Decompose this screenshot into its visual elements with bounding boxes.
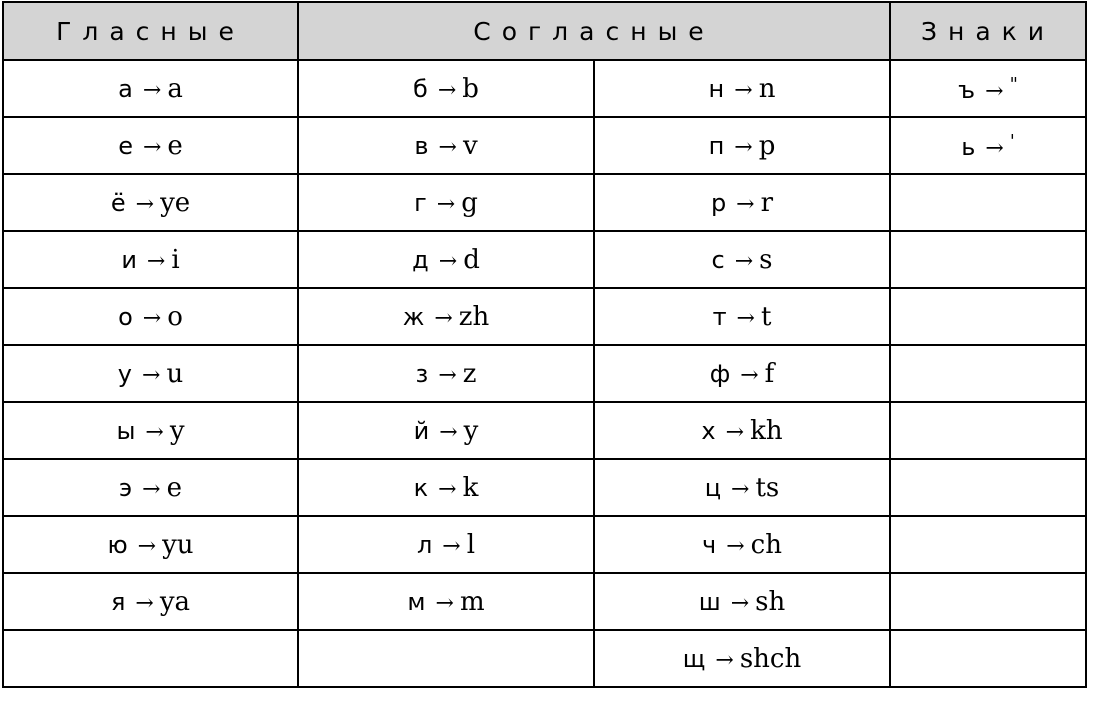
arrow-icon: →: [438, 134, 457, 160]
latin-transliteration: zh: [458, 301, 490, 332]
cyrillic-letter: о: [118, 302, 133, 331]
arrow-icon: →: [434, 305, 453, 331]
arrow-icon: →: [437, 77, 457, 103]
arrow-icon: →: [142, 476, 161, 502]
table-row: [3, 516, 1086, 573]
latin-transliteration: s: [759, 244, 773, 275]
consonant-cell: [594, 117, 890, 174]
arrow-icon: →: [142, 305, 162, 331]
arrow-icon: →: [442, 533, 461, 559]
sign-cell: [890, 573, 1086, 630]
table-row: [3, 288, 1086, 345]
latin-transliteration: n: [758, 73, 776, 104]
latin-transliteration: yu: [162, 529, 194, 560]
cyrillic-letter: ъ: [958, 75, 976, 104]
cyrillic-letter: ц: [704, 473, 722, 502]
cyrillic-letter: ч: [702, 530, 717, 559]
latin-transliteration: t: [760, 301, 772, 332]
table-row: [3, 573, 1086, 630]
latin-transliteration: b: [462, 73, 479, 104]
arrow-icon: →: [435, 590, 454, 616]
latin-transliteration: ': [1009, 130, 1015, 152]
latin-transliteration: v: [462, 130, 478, 161]
arrow-icon: →: [142, 77, 162, 103]
table-row: [3, 630, 1086, 687]
arrow-icon: →: [725, 419, 745, 445]
arrow-icon: →: [731, 476, 750, 502]
cyrillic-letter: й: [413, 416, 430, 445]
table-row: [3, 459, 1086, 516]
latin-transliteration: ": [1009, 73, 1018, 95]
consonant-cell: [298, 231, 594, 288]
cyrillic-letter: и: [121, 245, 137, 274]
sign-cell: [890, 174, 1086, 231]
cyrillic-letter: э: [119, 473, 133, 502]
cyrillic-letter: т: [712, 302, 727, 331]
sign-cell: [890, 288, 1086, 345]
cyrillic-letter: ь: [961, 132, 976, 161]
cyrillic-letter: л: [416, 530, 433, 559]
vowel-cell: [3, 459, 298, 516]
latin-transliteration: a: [167, 73, 183, 104]
latin-transliteration: f: [764, 358, 775, 389]
header-signs: Знаки: [890, 2, 1086, 60]
consonant-cell: [298, 117, 594, 174]
consonant-cell: [594, 174, 890, 231]
cyrillic-letter: н: [708, 74, 725, 103]
sign-cell: [890, 117, 1086, 174]
vowel-cell: [3, 573, 298, 630]
consonant-cell: [298, 402, 594, 459]
latin-transliteration: z: [462, 358, 477, 389]
cyrillic-letter: в: [414, 131, 429, 160]
table-row: [3, 60, 1086, 117]
cyrillic-letter: р: [710, 188, 727, 217]
latin-transliteration: y: [169, 415, 185, 446]
sign-cell: [890, 60, 1086, 117]
consonant-cell: [594, 516, 890, 573]
latin-transliteration: o: [167, 301, 183, 332]
consonant-cell: [594, 459, 890, 516]
header-consonants: Согласные: [298, 2, 890, 60]
latin-transliteration: ch: [750, 529, 782, 560]
table-row: [3, 117, 1086, 174]
arrow-icon: →: [736, 305, 755, 331]
cyrillic-letter: ы: [116, 416, 136, 445]
arrow-icon: →: [438, 476, 457, 502]
vowel-cell: [3, 117, 298, 174]
arrow-icon: →: [137, 533, 157, 559]
arrow-icon: →: [436, 191, 456, 217]
latin-transliteration: i: [171, 244, 180, 275]
arrow-icon: →: [734, 134, 753, 160]
arrow-icon: →: [734, 248, 754, 274]
cyrillic-letter: х: [701, 416, 716, 445]
arrow-icon: →: [715, 647, 734, 673]
cyrillic-letter: ш: [698, 587, 721, 616]
vowel-cell: [3, 630, 298, 687]
cyrillic-letter: ё: [110, 188, 126, 217]
sign-cell: [890, 459, 1086, 516]
consonant-cell: [298, 516, 594, 573]
cyrillic-letter: с: [711, 245, 725, 274]
cyrillic-letter: б: [413, 74, 428, 103]
cyrillic-letter: щ: [682, 644, 706, 673]
arrow-icon: →: [145, 419, 164, 445]
arrow-icon: →: [438, 248, 458, 274]
consonant-cell: [594, 345, 890, 402]
consonant-cell: [594, 573, 890, 630]
sign-cell: [890, 402, 1086, 459]
arrow-icon: →: [135, 191, 155, 217]
consonant-cell: [298, 345, 594, 402]
latin-transliteration: g: [461, 187, 478, 218]
consonant-cell: [594, 288, 890, 345]
consonant-cell: [298, 174, 594, 231]
cyrillic-letter: ф: [709, 359, 731, 388]
arrow-icon: →: [438, 362, 457, 388]
cyrillic-letter: д: [412, 245, 429, 274]
vowel-cell: [3, 231, 298, 288]
latin-transliteration: k: [462, 472, 479, 503]
vowel-cell: [3, 345, 298, 402]
table-row: [3, 174, 1086, 231]
latin-transliteration: ya: [159, 586, 191, 617]
latin-transliteration: l: [466, 529, 476, 560]
arrow-icon: →: [726, 533, 745, 559]
cyrillic-letter: я: [110, 587, 126, 616]
transliteration-table: [2, 1, 1087, 688]
cyrillic-letter: м: [407, 587, 426, 616]
sign-cell: [890, 516, 1086, 573]
arrow-icon: →: [142, 134, 162, 160]
arrow-icon: →: [985, 78, 1004, 104]
consonant-cell: [298, 573, 594, 630]
consonant-cell: [298, 60, 594, 117]
arrow-icon: →: [734, 77, 753, 103]
cyrillic-letter: а: [118, 74, 133, 103]
latin-transliteration: u: [166, 358, 184, 389]
cyrillic-letter: е: [118, 131, 133, 160]
header-vowels: Гласные: [3, 2, 298, 60]
vowel-cell: [3, 516, 298, 573]
table-row: [3, 345, 1086, 402]
cyrillic-letter: ю: [107, 530, 128, 559]
consonant-cell: [298, 459, 594, 516]
latin-transliteration: shch: [739, 643, 802, 674]
vowel-cell: [3, 402, 298, 459]
header-row: [3, 2, 1086, 60]
arrow-icon: →: [730, 590, 750, 616]
latin-transliteration: d: [463, 244, 480, 275]
consonant-cell: [594, 402, 890, 459]
consonant-cell: [298, 288, 594, 345]
cyrillic-letter: з: [415, 359, 429, 388]
latin-transliteration: y: [463, 415, 479, 446]
arrow-icon: →: [135, 590, 154, 616]
sign-cell: [890, 231, 1086, 288]
latin-transliteration: p: [758, 130, 776, 161]
arrow-icon: →: [736, 191, 755, 217]
vowel-cell: [3, 60, 298, 117]
cyrillic-letter: п: [708, 131, 725, 160]
latin-transliteration: ts: [755, 472, 780, 503]
sign-cell: [890, 630, 1086, 687]
cyrillic-letter: к: [413, 473, 429, 502]
table-row: [3, 402, 1086, 459]
vowel-cell: [3, 288, 298, 345]
latin-transliteration: sh: [755, 586, 786, 617]
arrow-icon: →: [740, 362, 759, 388]
arrow-icon: →: [439, 419, 458, 445]
vowel-cell: [3, 174, 298, 231]
cyrillic-letter: у: [117, 359, 132, 388]
cyrillic-letter: ж: [402, 302, 425, 331]
latin-transliteration: kh: [750, 415, 783, 446]
table-row: [3, 231, 1086, 288]
latin-transliteration: r: [760, 187, 774, 218]
consonant-cell: [594, 60, 890, 117]
sign-cell: [890, 345, 1086, 402]
consonant-cell: [594, 630, 890, 687]
latin-transliteration: ye: [160, 187, 191, 218]
arrow-icon: →: [146, 248, 166, 274]
arrow-icon: →: [985, 135, 1004, 161]
latin-transliteration: e: [166, 472, 182, 503]
latin-transliteration: e: [167, 130, 183, 161]
cyrillic-letter: г: [414, 188, 427, 217]
arrow-icon: →: [142, 362, 161, 388]
consonant-cell: [594, 231, 890, 288]
latin-transliteration: m: [459, 586, 485, 617]
consonant-cell: [298, 630, 594, 687]
